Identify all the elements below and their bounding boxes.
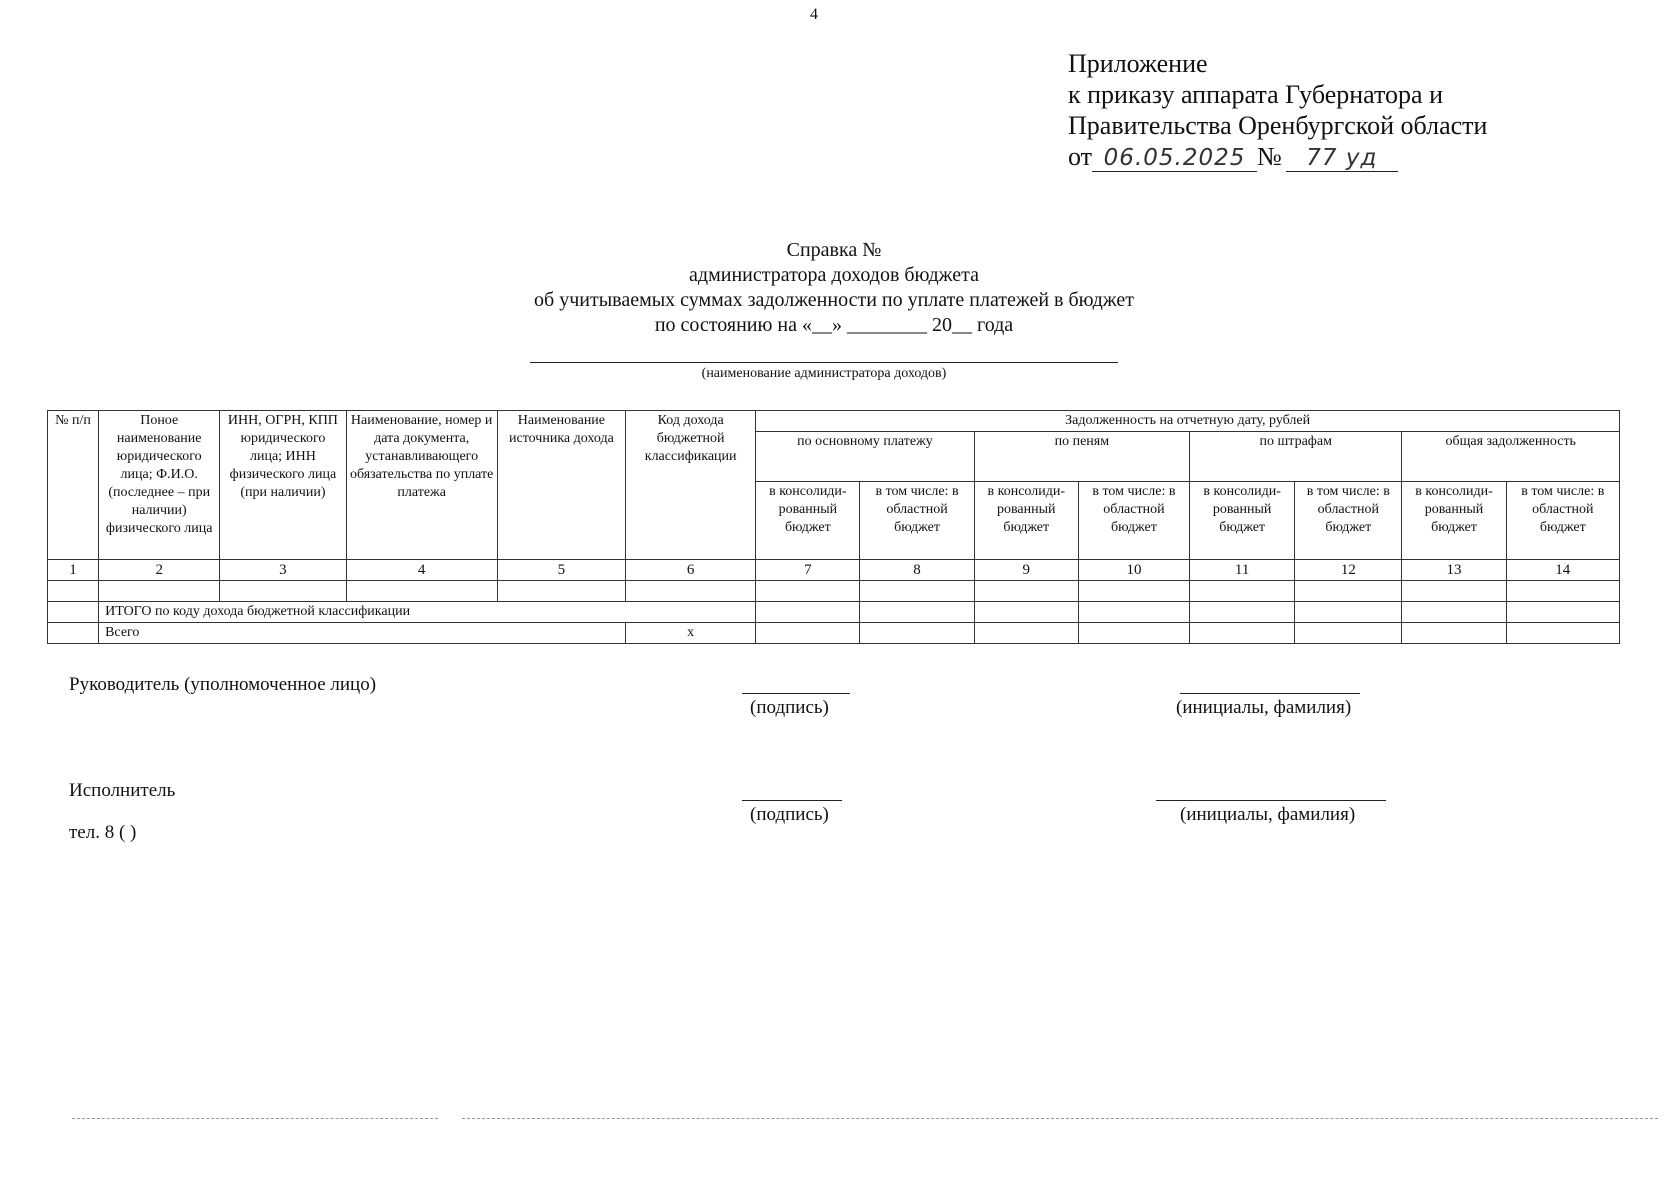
table-cell (1402, 602, 1506, 623)
head-signature-caption: (подпись) (750, 697, 829, 718)
table-cell (48, 581, 99, 602)
title-line-1: Справка № (786, 239, 882, 261)
header-consolidated: в консолиди-рованный бюджет (1190, 482, 1295, 560)
col-number: 9 (974, 560, 1078, 581)
document-title (0, 238, 1668, 338)
table-cell (220, 581, 346, 602)
col-number: 5 (497, 560, 625, 581)
col-number: 8 (860, 560, 974, 581)
table-cell (48, 602, 99, 623)
table-cell (1295, 581, 1402, 602)
header-consolidated: в консолиди-рованный бюджет (974, 482, 1078, 560)
grand-total-label: Всего (99, 623, 626, 644)
appendix-line-3: Правительства Оренбургской области (1068, 111, 1488, 140)
header-col-3: ИНН, ОГРН, КПП юридического лица; ИНН физического лица (при наличии) (220, 411, 346, 560)
col-number: 3 (220, 560, 346, 581)
debt-report-table (47, 410, 1620, 644)
header-main-payment: по основному платежу (756, 432, 974, 482)
table-cell (756, 602, 860, 623)
head-label: Руководитель (уполномоченное лицо) (69, 674, 377, 695)
grand-total-code-cell: х (626, 623, 756, 644)
admin-name-caption: (наименование администратора доходов) (701, 366, 947, 381)
col-number: 11 (1190, 560, 1295, 581)
table-cell (1190, 602, 1295, 623)
header-regional: в том числе: в областной бюджет (1078, 482, 1189, 560)
order-date-number-line (1068, 141, 1487, 172)
empty-data-row (48, 581, 1620, 602)
appendix-title: Приложение (1068, 49, 1208, 78)
col-number: 10 (1078, 560, 1189, 581)
col-number: 4 (346, 560, 497, 581)
col-number: 6 (626, 560, 756, 581)
scan-artifact-line (462, 1118, 1658, 1119)
header-col-2: Поное наименование юридического лица; Ф.И.О. (последнее – при наличии) физического лица (99, 411, 220, 560)
handwritten-date: 06.05.2025 (1092, 145, 1257, 172)
table-cell (974, 623, 1078, 644)
col-number: 1 (48, 560, 99, 581)
header-col-5: Наименование источника дохода (497, 411, 625, 560)
executor-signature-line (742, 800, 842, 801)
from-label: от (1068, 142, 1093, 171)
header-col-1: № п/п (48, 411, 99, 560)
table-cell (1078, 602, 1189, 623)
total-by-code-label: ИТОГО по коду дохода бюджетной классификации (99, 602, 756, 623)
table-cell (346, 581, 497, 602)
table-cell (860, 602, 974, 623)
page-number: 4 (810, 6, 818, 23)
col-number: 2 (99, 560, 220, 581)
header-regional: в том числе: в областной бюджет (860, 482, 974, 560)
table-cell (48, 623, 99, 644)
header-total-debt: общая задолженность (1402, 432, 1620, 482)
number-label: № (1257, 142, 1282, 171)
table-cell (497, 581, 625, 602)
table-cell (1295, 623, 1402, 644)
executor-initials-line (1156, 800, 1386, 801)
appendix-block (1068, 48, 1487, 172)
col-number: 7 (756, 560, 860, 581)
header-regional: в том числе: в областной бюджет (1295, 482, 1402, 560)
header-debt-group: Задолженность на отчетную дату, рублей (756, 411, 1620, 432)
column-numbers-row (48, 560, 1620, 581)
table-cell (1506, 623, 1619, 644)
head-initials-line (1180, 693, 1360, 694)
executor-label: Исполнитель (69, 780, 176, 801)
appendix-line-2: к приказу аппарата Губернатора и (1068, 80, 1443, 109)
title-line-3: об учитываемых суммах задолженности по уплате платежей в бюджет (534, 289, 1134, 311)
table-cell (1078, 623, 1189, 644)
grand-total-row (48, 623, 1620, 644)
title-line-4: по состоянию на «__» ________ 20__ года (654, 314, 1014, 336)
total-by-code-row (48, 602, 1620, 623)
executor-signature-caption: (подпись) (750, 804, 829, 825)
head-initials-caption: (инициалы, фамилия) (1176, 697, 1352, 718)
table-cell (974, 581, 1078, 602)
admin-name-line (530, 362, 1118, 363)
table-cell (1190, 623, 1295, 644)
handwritten-number: 77 уд (1286, 145, 1398, 172)
table-cell (860, 581, 974, 602)
table-cell (1402, 623, 1506, 644)
scan-artifact-line (72, 1118, 438, 1119)
col-number: 13 (1402, 560, 1506, 581)
header-col-6: Код дохода бюджетной классификации (626, 411, 756, 560)
col-number: 12 (1295, 560, 1402, 581)
table-cell (860, 623, 974, 644)
title-line-2: администратора доходов бюджета (689, 264, 979, 286)
table-cell (99, 581, 220, 602)
table-cell (756, 581, 860, 602)
table-cell (1078, 581, 1189, 602)
table-cell (1506, 602, 1619, 623)
table-cell (626, 581, 756, 602)
executor-initials-caption: (инициалы, фамилия) (1180, 804, 1356, 825)
table-cell (756, 623, 860, 644)
header-consolidated: в консолиди-рованный бюджет (1402, 482, 1506, 560)
col-number: 14 (1506, 560, 1619, 581)
header-fines: по штрафам (1190, 432, 1402, 482)
head-signature-line (742, 693, 850, 694)
table-cell (1506, 581, 1619, 602)
table-cell (1402, 581, 1506, 602)
header-col-4: Наименование, номер и дата документа, устанавливающего обязательства по уплате платежа (346, 411, 497, 560)
header-consolidated: в консолиди-рованный бюджет (756, 482, 860, 560)
header-regional: в том числе: в областной бюджет (1506, 482, 1619, 560)
table-cell (1190, 581, 1295, 602)
phone-label: тел. 8 ( ) (69, 822, 137, 843)
table-cell (974, 602, 1078, 623)
header-penalties: по пеням (974, 432, 1189, 482)
table-cell (1295, 602, 1402, 623)
